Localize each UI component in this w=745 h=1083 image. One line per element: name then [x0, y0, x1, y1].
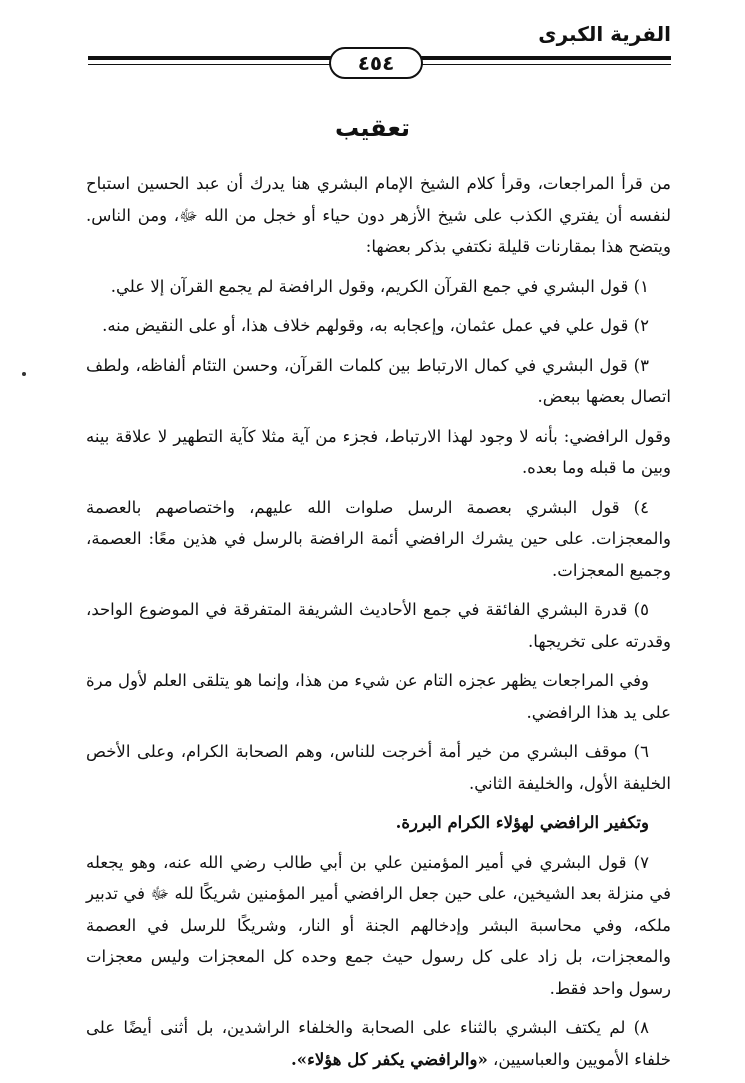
paragraph: وفي المراجعات يظهر عجزه التام عن شيء من هذا، وإنما هو يتلقى العلم لأول مرة على يد هذا الرافضي. — [86, 671, 671, 722]
quote: «والرافضي يكفر كل هؤلاء». — [291, 1049, 488, 1069]
stray-dot — [22, 372, 26, 376]
paragraph: ١) قول البشري في جمع القرآن الكريم، وقول الرافضة لم يجمع القرآن إلا علي. — [110, 276, 649, 296]
paragraph: ٦) موقف البشري من خير أمة أخرجت للناس، وهم الصحابة الكرام، وعلى الأخص الخليفة الأول، والخليفة الثاني. — [86, 742, 671, 793]
section-heading: تعقيب — [334, 114, 411, 142]
paragraph-last — [86, 1012, 671, 1075]
body-text — [86, 168, 671, 1083]
page-number: ٤٥٤ — [329, 47, 423, 79]
running-title: الفرية الكبرى — [538, 22, 671, 46]
paragraph: من قرأ المراجعات، وقرأ كلام الشيخ الإمام البشري هنا يدرك أن عبد الحسين استباح لنفسه أن يفتري الكذب على شيخ الأزهر دون حياء أو خجل من الله ﷻ، ومن الناس. ويتضح هذا بمقارنات قليلة نكتفي بذكر بعضها: — [86, 174, 671, 256]
paragraph: ٤) قول البشري بعصمة الرسل صلوات الله عليهم، واختصاصهم بالعصمة والمعجزات. على حين يشرك الرافضي أئمة الرافضة بالرسل في هذين معًا: العصمة، وجميع المعجزات. — [86, 497, 671, 580]
paragraph: ٥) قدرة البشري الفائقة في جمع الأحاديث الشريفة المتفرقة في الموضوع الواحد، وقدرته على تخريجها. — [86, 600, 671, 651]
paragraph: ٧) قول البشري في أمير المؤمنين علي بن أبي طالب رضي الله عنه، وهو يجعله في منزلة بعد الشيخين، على حين جعل الرافضي أمير المؤمنين شريكًا لله ﷻ في تدبير ملكه، وفي محاسبة البشر وإدخالهم الجنة أو النار، وشريكًا للرسل في العصمة والمعجزات، بل زاد على كل رسول حيث جمع وحده كل المعجزات وليس معجزات رسول واحد فقط. — [86, 852, 671, 998]
paragraph-last-text: ٨) لم يكتف البشري بالثناء على الصحابة والخلفاء الراشدين، بل أثنى أيضًا على خلفاء الأمويين والعباسيين، — [86, 1018, 671, 1069]
paragraph: ٣) قول البشري في كمال الارتباط بين كلمات القرآن، وحسن التئام ألفاظه، ولطف اتصال بعضها ببعض. — [86, 355, 671, 406]
bold-line: وتكفير الرافضي لهؤلاء الكرام البررة. — [395, 813, 649, 832]
paragraph: وقول الرافضي: بأنه لا وجود لهذا الارتباط، فجزء من آية مثلا كآية التطهير لا علاقة بينه وبين ما قبله وما بعده. — [86, 426, 671, 477]
paragraph: ٢) قول علي في عمل عثمان، وإعجابه به، وقولهم خلاف هذا، أو على النقيض منه. — [102, 316, 649, 335]
